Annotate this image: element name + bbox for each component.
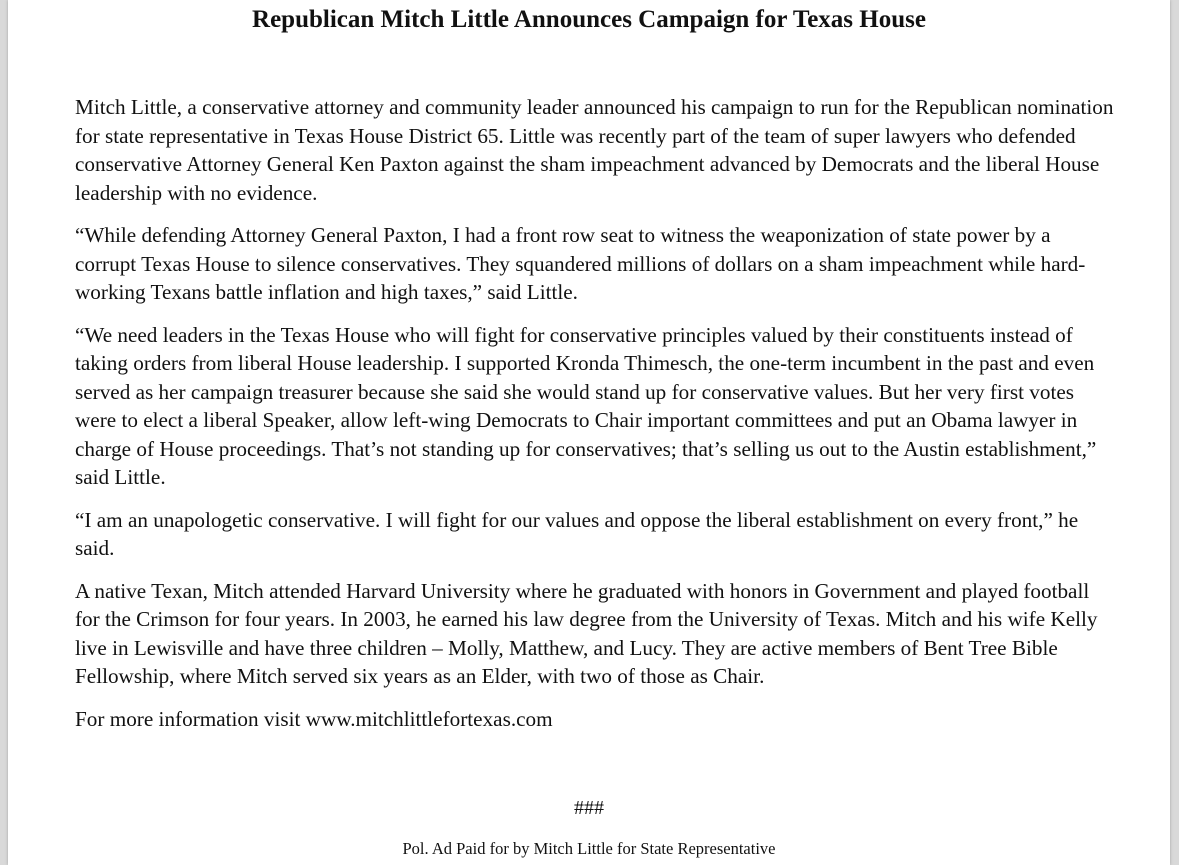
paragraph-leadership-quote: “We need leaders in the Texas House who will fight for conservative principles valued by their constituents instead of taking orders from liberal House leadership. I supported Kronda Thimesch, the one-term incumbent in the past and even served as her campaign treasurer because she said she would stand up for conservative values. But her very first votes were to elect a liberal Speaker, allow left-wing Democrats to Chair important committees and put an Obama lawyer in charge of House proceedings. That’s not standing up for conservatives; that’s selling us out to the Austin establishment,” said Little.: [75, 322, 1097, 489]
paragraph-paxton-quote: “While defending Attorney General Paxton, I had a front row seat to witness the weaponization of state power by a corrupt Texas House to silence conservatives. They squandered millions of dollars on a sham impeachment while hard-working Texans battle inflation and high taxes,” said Little.: [75, 223, 1086, 304]
document-page: [8, 0, 1170, 865]
paragraph-conservative-quote: “I am an unapologetic conservative. I will fight for our values and oppose the liberal establishment on every front,” he said.: [75, 507, 1079, 560]
paragraph-announcement: Mitch Little, a conservative attorney and community leader announced his campaign to run for the Republican nomination for state representative in Texas House District 65. Little was recently part of the team of super lawyers who defended conservative Attorney General Ken Paxton against the sham impeachment advanced by Democrats and the liberal House leadership with no evidence.: [75, 95, 1114, 205]
disclaimer-footer: Pol. Ad Paid for by Mitch Little for State Representative: [402, 839, 776, 858]
document-title: Republican Mitch Little Announces Campaign for Texas House: [252, 6, 926, 33]
end-mark: ###: [574, 797, 604, 819]
document-body: [75, 93, 1115, 747]
paragraph-biography: A native Texan, Mitch attended Harvard University where he graduated with honors in Government and played football for the Crimson for four years. In 2003, he earned his law degree from the University of Texas. Mitch and his wife Kelly live in Lewisville and have three children – Molly, Matthew, and Lucy. They are active members of Bent Tree Bible Fellowship, where Mitch served six years as an Elder, with two of those as Chair.: [75, 578, 1098, 688]
paragraph-more-info: For more information visit www.mitchlittlefortexas.com: [75, 706, 553, 731]
